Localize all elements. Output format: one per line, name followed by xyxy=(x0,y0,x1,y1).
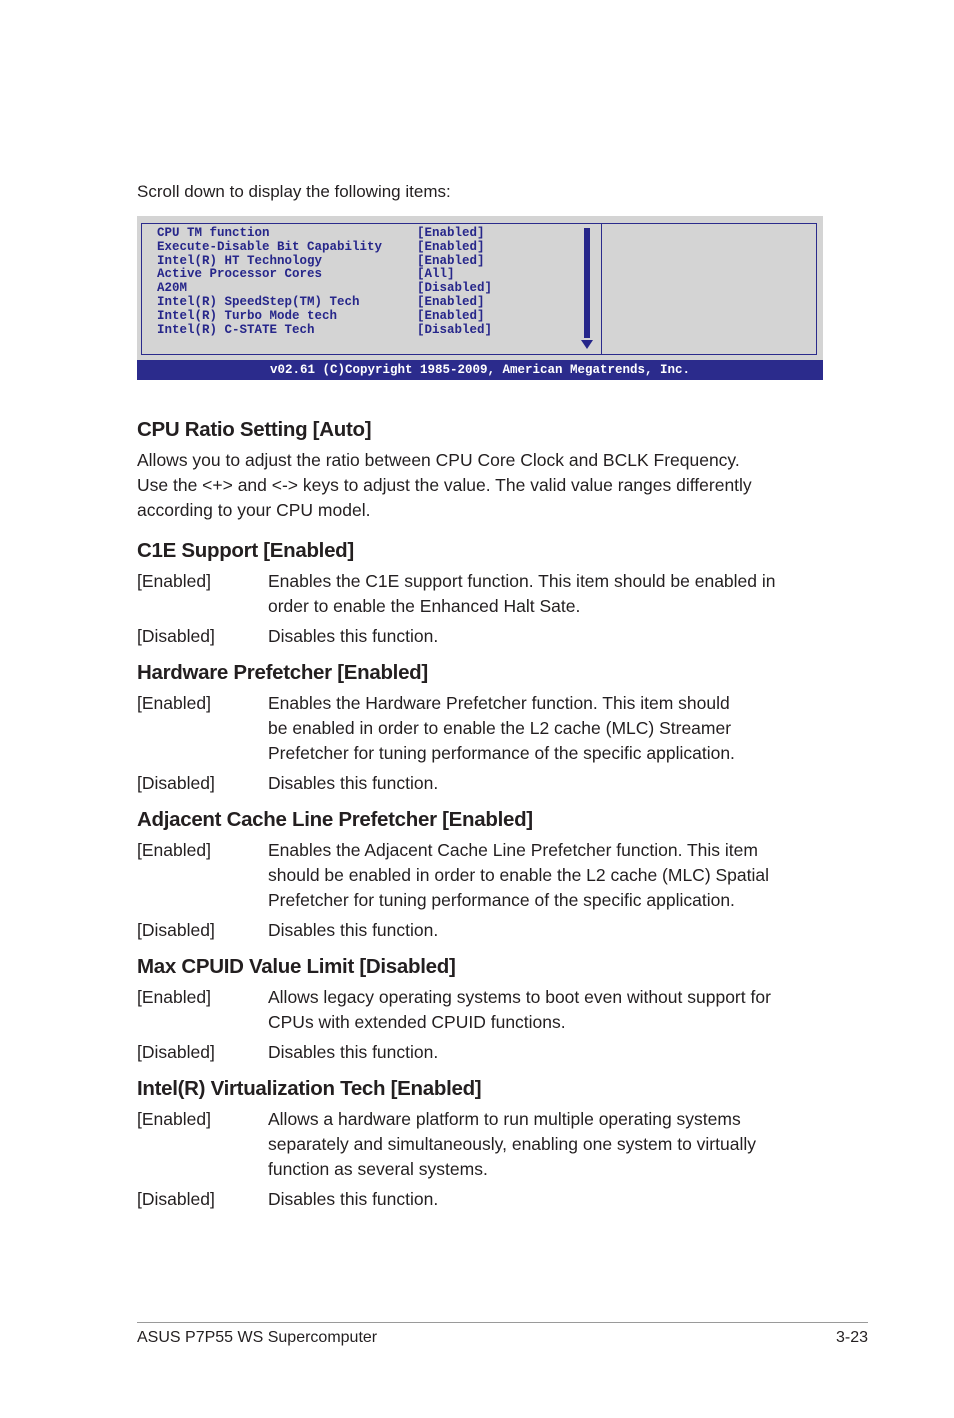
option-desc-line: Allows legacy operating systems to boot even without support for xyxy=(268,987,771,1007)
option-enabled xyxy=(137,569,827,619)
section-hardware-prefetcher xyxy=(137,661,827,796)
option-desc-line: Enables the Hardware Prefetcher function. This item should xyxy=(268,693,730,713)
option-disabled xyxy=(137,1187,827,1212)
section-cpu-ratio xyxy=(137,418,827,523)
footer-page-number: 3-23 xyxy=(835,1329,868,1346)
intro-text: Scroll down to display the following items: xyxy=(137,182,451,201)
option-key: [Enabled] xyxy=(137,987,211,1007)
option-key: [Enabled] xyxy=(137,693,211,713)
section-title: Adjacent Cache Line Prefetcher [Enabled] xyxy=(137,808,533,831)
body-line: Use the <+> and <-> keys to adjust the value. The valid value ranges differently xyxy=(137,475,752,495)
option-enabled xyxy=(137,985,827,1035)
bios-frame: CPU TM function [Enabled] Execute-Disable Bit Capability [Enabled] Intel(R) HT Technology [Enabled] Active Processor Cores [All] A20M [Disabled] Intel(R) SpeedStep(TM) Tech [Enabled] Intel(R) Turbo Mode tech [Enabled] Intel(R) C-STATE Tech [Disabled] xyxy=(141,223,817,355)
option-key: [Enabled] xyxy=(137,840,211,860)
option-desc-line: Disables this function. xyxy=(268,773,439,793)
body-line: according to your CPU model. xyxy=(137,500,371,520)
option-desc-line: Disables this function. xyxy=(268,1189,439,1209)
option-key: [Enabled] xyxy=(137,1109,211,1129)
section-title: C1E Support [Enabled] xyxy=(137,539,354,562)
option-desc-line: separately and simultaneously, enabling one system to virtually xyxy=(268,1134,756,1154)
option-desc-line: be enabled in order to enable the L2 cache (MLC) Streamer xyxy=(268,718,732,738)
option-key: [Disabled] xyxy=(137,920,215,940)
option-desc-line: Prefetcher for tuning performance of the specific application. xyxy=(268,743,735,763)
section-max-cpuid xyxy=(137,955,827,1065)
bios-panel-divider xyxy=(601,224,602,354)
option-desc-line: Disables this function. xyxy=(268,920,439,940)
option-key: [Enabled] xyxy=(137,571,211,591)
option-desc-line: Enables the Adjacent Cache Line Prefetcher function. This item xyxy=(268,840,758,860)
body-line: Allows you to adjust the ratio between CPU Core Clock and BCLK Frequency. xyxy=(137,450,740,470)
option-desc-line: should be enabled in order to enable the L2 cache (MLC) Spatial xyxy=(268,865,770,885)
option-desc-line: CPUs with extended CPUID functions. xyxy=(268,1012,566,1032)
footer-rule xyxy=(137,1322,868,1323)
option-desc-line: function as several systems. xyxy=(268,1159,488,1179)
section-title: CPU Ratio Setting [Auto] xyxy=(137,418,372,441)
section-c1e-support xyxy=(137,539,827,649)
section-virtualization-tech xyxy=(137,1077,827,1212)
option-desc-line: Disables this function. xyxy=(268,1042,439,1062)
option-desc-line: Disables this function. xyxy=(268,626,439,646)
option-desc-line: Prefetcher for tuning performance of the specific application. xyxy=(268,890,735,910)
option-desc-line: Allows a hardware platform to run multiple operating systems xyxy=(268,1109,741,1129)
option-disabled xyxy=(137,1040,827,1065)
option-enabled xyxy=(137,838,827,913)
option-desc-line: Enables the C1E support function. This item should be enabled in xyxy=(268,571,776,591)
manual-content xyxy=(137,418,827,1224)
bios-scrollbar[interactable] xyxy=(584,228,590,338)
option-enabled xyxy=(137,1107,827,1182)
section-title: Max CPUID Value Limit [Disabled] xyxy=(137,955,456,978)
option-disabled xyxy=(137,918,827,943)
section-title: Hardware Prefetcher [Enabled] xyxy=(137,661,428,684)
section-title: Intel(R) Virtualization Tech [Enabled] xyxy=(137,1077,482,1100)
bios-screen xyxy=(137,216,823,380)
option-key: [Disabled] xyxy=(137,1189,215,1209)
option-disabled xyxy=(137,771,827,796)
option-key: [Disabled] xyxy=(137,1042,215,1062)
scroll-down-arrow-icon[interactable] xyxy=(581,340,593,349)
bios-copyright-bar: v02.61 (C)Copyright 1985-2009, American Megatrends, Inc. xyxy=(137,360,823,380)
option-key: [Disabled] xyxy=(137,773,215,793)
option-enabled xyxy=(137,691,827,766)
footer-product-name: ASUS P7P55 WS Supercomputer xyxy=(137,1329,378,1346)
option-key: [Disabled] xyxy=(137,626,215,646)
section-adjacent-cache xyxy=(137,808,827,943)
option-desc-line: order to enable the Enhanced Halt Sate. xyxy=(268,596,581,616)
option-disabled xyxy=(137,624,827,649)
